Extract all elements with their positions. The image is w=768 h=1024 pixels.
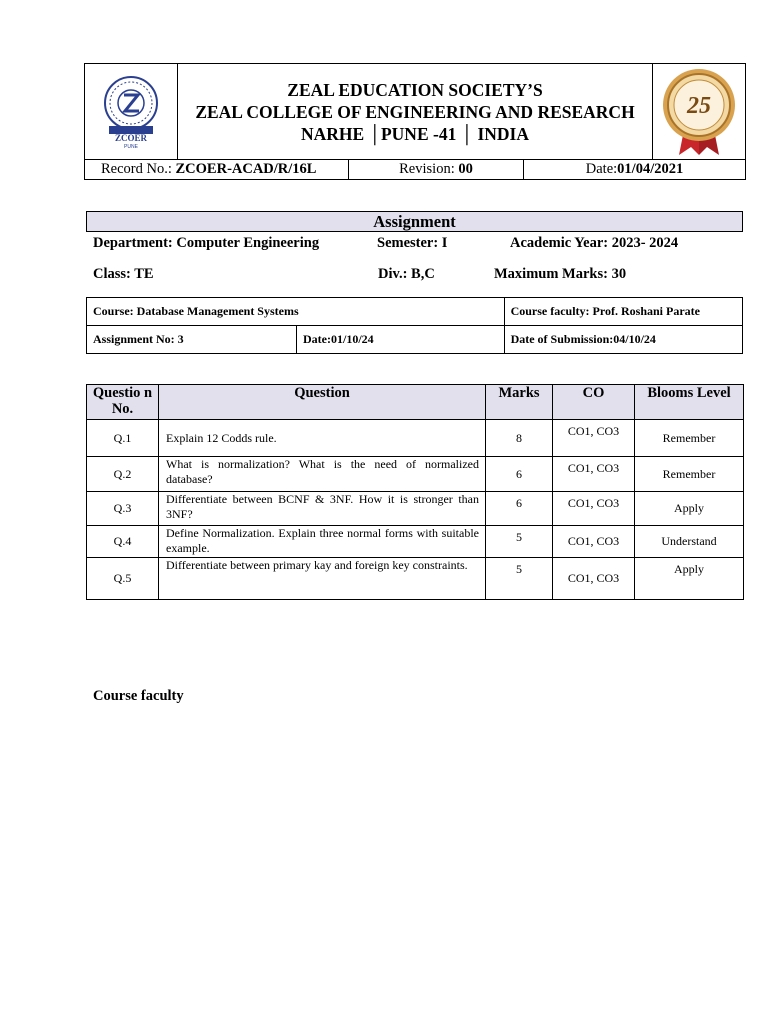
anniversary-badge	[652, 64, 745, 159]
course-name: Course: Database Management Systems	[87, 298, 505, 326]
record-date: Date:01/04/2021	[585, 161, 684, 177]
college-name: ZEAL COLLEGE OF ENGINEERING AND RESEARCH	[195, 101, 635, 122]
question-text: Differentiate between BCNF & 3NF. How it is stronger than 3NF?	[159, 492, 486, 526]
division: Div.: B,C	[378, 266, 435, 282]
course-row-2	[87, 326, 743, 354]
table-row	[87, 420, 744, 457]
document-header	[84, 63, 746, 180]
questions-header-row	[87, 385, 744, 420]
question-blooms: Remember	[635, 457, 744, 492]
question-marks: 6	[486, 457, 553, 492]
society-name: ZEAL EDUCATION SOCIETY’S	[287, 79, 543, 100]
table-row	[87, 526, 744, 558]
question-co: CO1, CO3	[553, 492, 635, 526]
question-text: Differentiate between primary kay and foreign key constraints.	[159, 558, 486, 600]
college-logo-icon	[99, 75, 163, 149]
table-row	[87, 492, 744, 526]
question-text: Define Normalization. Explain three normal forms with suitable example.	[159, 526, 486, 558]
class: Class: TE	[93, 266, 154, 282]
question-co: CO1, CO3	[553, 526, 635, 558]
question-co: CO1, CO3	[553, 457, 635, 492]
course-row-1	[87, 298, 743, 326]
question-text: What is normalization? What is the need of normalized database?	[159, 457, 486, 492]
question-no: Q.3	[87, 492, 159, 526]
course-faculty: Course faculty: Prof. Roshani Parate	[504, 298, 742, 326]
question-co: CO1, CO3	[553, 558, 635, 600]
college-address: NARHE │PUNE -41 │ INDIA	[301, 123, 529, 144]
question-marks: 5	[486, 526, 553, 558]
record-row	[85, 160, 745, 179]
question-blooms: Apply	[635, 492, 744, 526]
col-question-no: Questio n No.	[87, 385, 159, 420]
college-logo	[85, 64, 178, 159]
question-text: Explain 12 Codds rule.	[159, 420, 486, 457]
question-no: Q.4	[87, 526, 159, 558]
svg-text:ZCOER: ZCOER	[114, 132, 148, 143]
question-co: CO1, CO3	[553, 420, 635, 457]
table-row	[87, 558, 744, 600]
question-no: Q.5	[87, 558, 159, 600]
questions-table	[86, 384, 744, 600]
course-faculty-signature: Course faculty	[93, 688, 184, 704]
question-blooms: Remember	[635, 420, 744, 457]
col-co: CO	[553, 385, 635, 420]
col-question: Question	[159, 385, 486, 420]
semester: Semester: I	[377, 235, 448, 251]
assignment-number: Assignment No: 3	[87, 326, 297, 354]
svg-text:25: 25	[687, 92, 711, 119]
question-no: Q.1	[87, 420, 159, 457]
question-blooms: Understand	[635, 526, 744, 558]
anniversary-badge-icon	[659, 67, 739, 157]
question-no: Q.2	[87, 457, 159, 492]
revision: Revision: 00	[349, 160, 524, 179]
svg-text:PUNE: PUNE	[124, 143, 138, 149]
college-title	[178, 64, 652, 159]
course-info-table	[86, 297, 743, 354]
submission-date: Date of Submission:04/10/24	[504, 326, 742, 354]
assignment-title: Assignment	[86, 211, 743, 232]
question-marks: 5	[486, 558, 553, 600]
header-row	[85, 64, 745, 160]
question-blooms: Apply	[635, 558, 744, 600]
maximum-marks: Maximum Marks: 30	[494, 266, 627, 282]
table-row	[87, 457, 744, 492]
col-blooms-level: Blooms Level	[635, 385, 744, 420]
col-marks: Marks	[486, 385, 553, 420]
record-number: Record No.: ZCOER-ACAD/R/16L	[85, 160, 349, 179]
question-marks: 6	[486, 492, 553, 526]
academic-year: Academic Year: 2023- 2024	[510, 235, 679, 251]
question-marks: 8	[486, 420, 553, 457]
department: Department: Computer Engineering	[93, 235, 320, 251]
assignment-date: Date:01/10/24	[297, 326, 505, 354]
